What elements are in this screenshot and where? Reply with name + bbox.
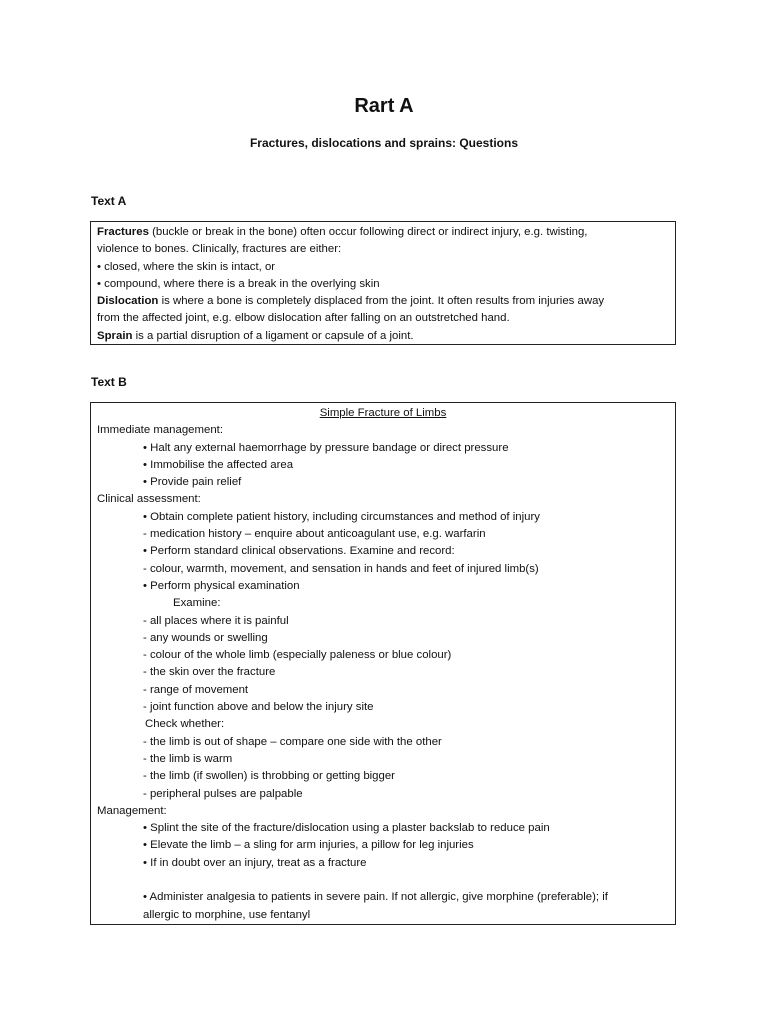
- fractures-definition: (buckle or break in the bone) often occur following direct or indirect injury, e.g. twisting,: [148, 226, 588, 238]
- page-subtitle: Fractures, dislocations and sprains: Questions: [249, 136, 519, 150]
- text-b-label: Text B: [91, 375, 127, 389]
- management-item: • Elevate the limb – a sling for arm injuries, a pillow for leg injuries: [143, 839, 474, 852]
- fractures-line-2: violence to bones. Clinically, fractures are either:: [97, 243, 342, 256]
- sprain-definition: is a partial disruption of a ligament or capsule of a joint.: [132, 329, 414, 342]
- fracture-type-compound: • compound, where there is a break in the overlying skin: [97, 277, 380, 290]
- spacer: [97, 872, 669, 889]
- dislocation-line-2: from the affected joint, e.g. elbow dislocation after falling on an outstretched hand.: [97, 312, 510, 325]
- clinical-item: - colour, warmth, movement, and sensation in hands and feet of injured limb(s): [143, 562, 539, 575]
- clinical-assessment-heading: Clinical assessment:: [97, 493, 201, 506]
- check-item: - the limb is warm: [143, 752, 233, 765]
- fractures-line-1: [97, 224, 669, 241]
- immediate-item: • Provide pain relief: [143, 476, 242, 489]
- fracture-type-closed: • closed, where the skin is intact, or: [97, 260, 276, 273]
- sprain-term: Sprain: [97, 329, 133, 342]
- check-item: - the limb is out of shape – compare one side with the other: [143, 735, 442, 748]
- dislocation-term: Dislocation: [97, 295, 159, 308]
- clinical-item: • Obtain complete patient history, including circumstances and method of injury: [143, 510, 540, 523]
- examine-item: - colour of the whole limb (especially paleness or blue colour): [143, 649, 452, 662]
- sprain-line: [97, 328, 669, 345]
- examine-item: - joint function above and below the injury site: [143, 701, 374, 714]
- dislocation-line-1: [97, 293, 669, 310]
- page-title: Rart A: [354, 95, 414, 117]
- dislocation-definition: is where a bone is completely displaced from the joint. It often results from injuries away: [158, 295, 605, 308]
- fractures-term: Fractures: [97, 226, 149, 238]
- immediate-item: • Immobilise the affected area: [143, 458, 294, 471]
- text-b-heading: Simple Fracture of Limbs: [319, 407, 447, 419]
- check-item: - peripheral pulses are palpable: [143, 787, 303, 800]
- analgesia-line-2: allergic to morphine, use fentanyl: [143, 908, 311, 921]
- clinical-item: - medication history – enquire about anticoagulant use, e.g. warfarin: [143, 528, 486, 541]
- immediate-management-heading: Immediate management:: [97, 424, 223, 437]
- check-item: - the limb (if swollen) is throbbing or getting bigger: [143, 770, 395, 783]
- analgesia-line-1: • Administer analgesia to patients in severe pain. If not allergic, give morphine (preferable); if: [143, 891, 608, 904]
- examine-item: - any wounds or swelling: [143, 631, 268, 644]
- examine-item: - range of movement: [143, 683, 249, 696]
- management-item: • Splint the site of the fracture/dislocation using a plaster backslab to reduce pain: [143, 822, 550, 835]
- text-b-box: [90, 402, 676, 925]
- management-heading: Management:: [97, 804, 167, 817]
- examine-item: - the skin over the fracture: [143, 666, 276, 679]
- immediate-item: • Halt any external haemorrhage by pressure bandage or direct pressure: [143, 441, 509, 454]
- clinical-item: • Perform physical examination: [143, 579, 300, 592]
- examine-item: - all places where it is painful: [143, 614, 289, 627]
- examine-label: Examine:: [173, 597, 221, 610]
- clinical-item: • Perform standard clinical observations. Examine and record:: [143, 545, 455, 558]
- text-a-label: Text A: [91, 194, 127, 208]
- management-item: • If in doubt over an injury, treat as a fracture: [143, 856, 367, 869]
- check-label: Check whether:: [145, 718, 225, 731]
- text-a-box: [90, 221, 676, 345]
